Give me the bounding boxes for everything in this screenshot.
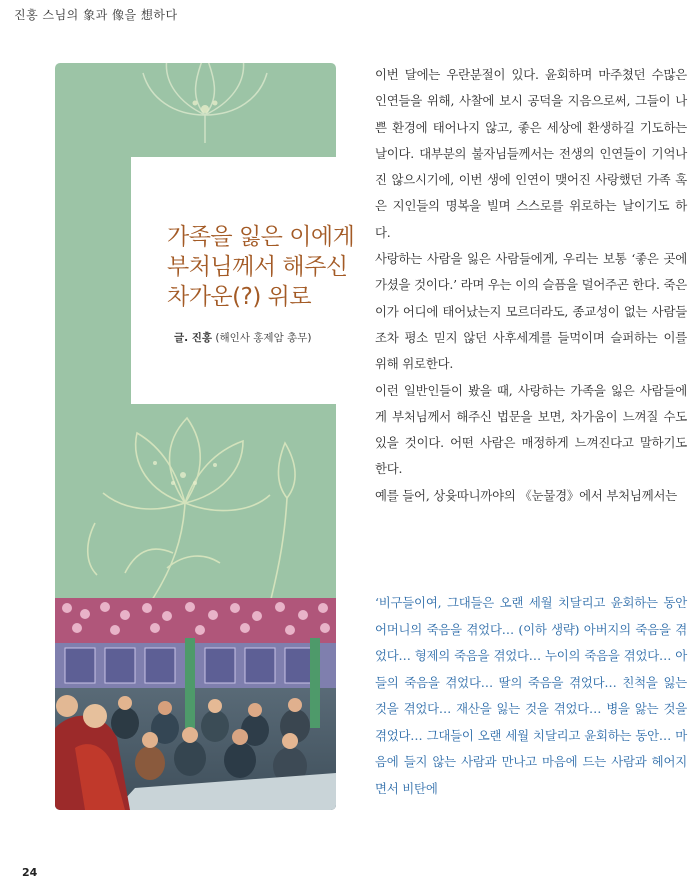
running-head: 진홍 스님의 象과 像을 想하다 [14, 8, 178, 22]
body-paragraph: 사랑하는 사람을 잃은 사람들에게, 우리는 보통 ‘좋은 곳에 가셨을 것이다.’ 라며 우는 이의 슬픔을 덜어주곤 한다. 죽은 이가 어디에 태어났는지 모르더라도, 종교성이 없는 사람들조차 평소 믿지 않던 사후세계를 들먹이며 슬퍼하는 이를 위해 위로한다. [375, 251, 687, 372]
byline-affiliation: (해인사 홍제암 총무) [215, 332, 312, 344]
sutra-quote: ‘비구들이여, 그대들은 오랜 세월 치달리고 윤회하는 동안 어머니의 죽음을 겪었다… (이하 생략) 아버지의 죽음을 겪었다… 형제의 죽음을 겪었다… 누이의 죽음을 겪었다… 아들의 죽음을 겪었다… 딸의 죽음을 겪었다… 친척을 잃는 것을 겪었다… 재산을 잃는 것을 겪었다… 병을 앓는 것을 겪었다… 그대들이 오랜 세월 치달리고 윤회하는 동안… 마음에 들지 않는 사람과 만나고 마음에 드는 사람과 헤어지면서 비탄에 [375, 595, 687, 796]
title-line: 차가운(?) 위로 [167, 284, 312, 310]
byline-author: 글. 진홍 [174, 332, 213, 344]
title-line: 부처님께서 해주신 [167, 254, 348, 280]
body-paragraph: 이런 일반인들이 봤을 때, 사랑하는 가족을 잃은 사람들에게 부처님께서 해주신 법문을 보면, 차가움이 느껴질 수도 있을 것이다. 어떤 사람은 매정하게 느껴진다고 말하기도 한다. [375, 382, 687, 477]
temple-ceremony-illustration [55, 598, 336, 810]
body-paragraph: 이번 달에는 우란분절이 있다. 윤회하며 마주쳤던 수많은 인연들을 위해, 사찰에 보시 공덕을 지음으로써, 그들이 나쁜 환경에 태어나지 않고, 좋은 세상에 환생하길 기도하는 날이다. 대부분의 불자님들께서는 전생의 인연들이 기억나진 않으시기에, 이번 생에 인연이 맺어진 사랑했던 가족 혹은 지인들의 명복을 빌며 스스로를 위로하는 날이기도 하다. [375, 67, 687, 240]
byline [174, 330, 311, 345]
lotus-top-illustration [55, 63, 336, 143]
title-line: 가족을 잃은 이에게 [167, 224, 355, 250]
page-number: 24 [22, 866, 38, 879]
body-paragraph: 예를 들어, 상윳따니까야의 《눈물경》에서 부처님께서는 [375, 487, 677, 503]
article-body [375, 62, 687, 509]
lotus-bottom-illustration [55, 403, 336, 598]
ceremony-illustration [55, 598, 336, 810]
article-title [167, 222, 357, 312]
